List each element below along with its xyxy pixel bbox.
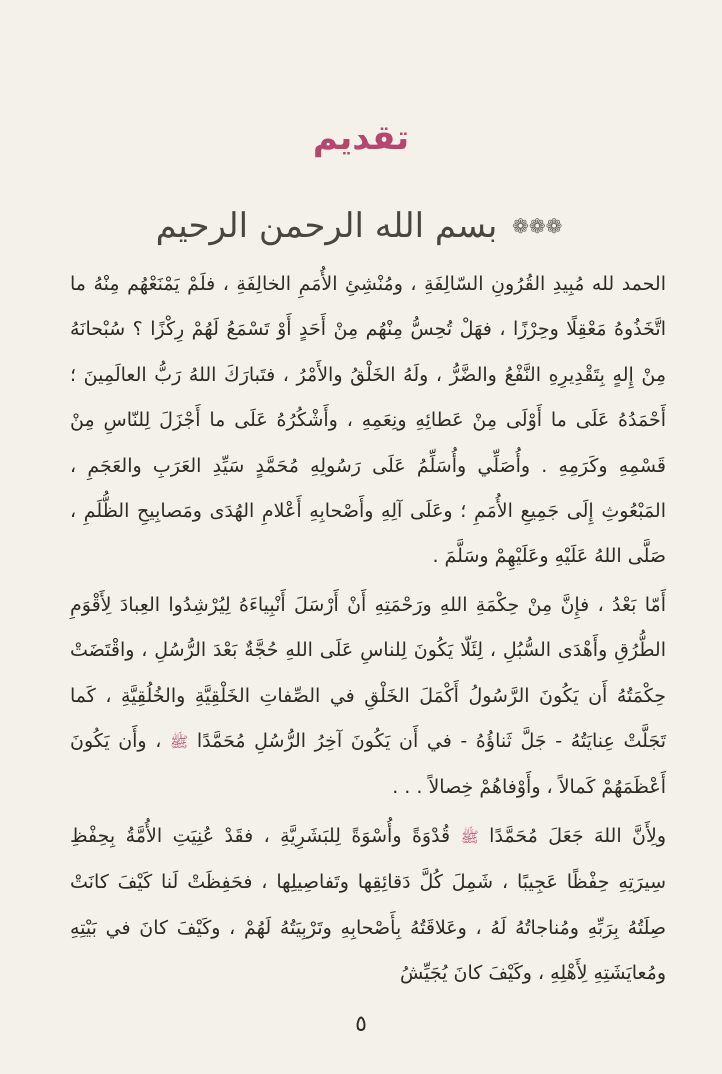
paragraph-2-text-after: ، وأَن يَكُونَ أَعْظَمَهُمْ كَمالاً ، وأَوْفاهُمْ خِصالاً . . . [70, 730, 666, 799]
paragraph-3-text-after: قُدْوَةً وأُسْوَةً لِلبَشَرِيَّةِ ، فقَدْ عُنِيَتِ الأُمَّةُ بِحِفْظِ سِيرَتِهِ حِفْظًا عَجِيبًا ، شَمِلَ كُلَّ دَقائِقِها وتَفاصِيلِها ، فحَفِظَتْ لَنا كَيْفَ كانَتْ صِلَتُهُ بِرَبِّهِ ومُناجاتُهُ لَهُ ، وعَلاقَتُهُ بِأَصْحابِهِ وتَرْبِيَتُهُ لَهُمْ ، وكَيْفَ كانَ في بَيْتِهِ ومُعايَشَتِهِ لِأَهْلِهِ ، وكَيْفَ كانَ يُجَيِّشُ [70, 824, 666, 985]
page-number: ٥ [355, 1012, 367, 1037]
paragraph-2-text-before: أَمّا بَعْدُ ، فإِنَّ مِنْ حِكْمَةِ اللهِ ورَحْمَتِهِ أَنْ أَرْسَلَ أَنْبِياءَهُ لِيُرْشِدُوا العِبادَ لِأَقْوَمِ الطُّرُقِ وأَهْدَى السُّبُلِ ، لِئَلّا يَكُونَ لِلناسِ عَلَى اللهِ حُجَّةٌ بَعْدَ الرُّسُلِ ، واقْتَضَتْ حِكْمَتُهُ أَن يَكُونَ الرَّسُولُ أَكْمَلَ الخَلْقِ في الصِّفاتِ الخَلْقِيَّةِ والخُلُقِيَّةِ ، كَما تَجَلَّتْ عِنايَتُهُ - جَلَّ ثَناؤُهُ - في أَن يَكُونَ آخِرُ الرُّسُلِ مُحَمَّدًا [70, 593, 667, 753]
introduction-text [70, 262, 666, 997]
paragraph-1 [70, 262, 666, 580]
floral-ornament-icon: ❁❁❁ [512, 214, 563, 238]
salla-ligature-icon: ﷺ [460, 827, 479, 846]
paragraph-3-text-before: ولِأَنَّ اللهَ جَعَلَ مُحَمَّدًا [489, 824, 667, 847]
paragraph-3 [70, 814, 666, 997]
page-heading: تقديم [312, 118, 410, 158]
basmala-calligraphy [0, 196, 722, 256]
paragraph-1-text: الحمد لله مُبِيدِ القُرُونِ السّالِفَةِ ، ومُنْشِئِ الأُمَمِ الخالِفَةِ ، فلَمْ يَمْنَعْهُم مِنْهُ ما اتَّخَذُوهُ مَعْقِلًا وحِرْزًا ، فهَلْ تُحِسُّ مِنْهُم مِنْ أَحَدٍ أَوْ تَسْمَعُ لَهُمْ رِكْزًا ؟ سُبْحانَهُ مِنْ إِلهٍ بِتَقْدِيرِهِ النَّفْعُ والضَّرُّ ، ولَهُ الخَلْقُ والأَمْرُ ، فتَبارَكَ اللهُ رَبُّ العالَمِينَ ؛ أَحْمَدُهُ عَلَى ما أَوْلَى مِنْ عَطائِهِ ونِعَمِهِ ، وأَشْكُرُهُ عَلَى ما أَجْزَلَ لِلنّاسِ مِنْ قَسْمِهِ وكَرَمِهِ . وأُصَلِّي وأُسَلِّمُ عَلَى رَسُولِهِ مُحَمَّدٍ سَيِّدِ العَرَبِ والعَجَمِ ، المَبْعُوثِ إِلَى جَمِيعِ الأُمَمِ ؛ وعَلَى آلِهِ وأَصْحابِهِ أَعْلامِ الهُدَى ومَصابِيحِ الظُّلَمِ ، صَلَّى اللهُ عَلَيْهِ وعَلَيْهِمْ وسَلَّمَ . [70, 273, 666, 568]
paragraph-2 [70, 583, 666, 811]
basmala-text: بسم الله الرحمن الرحيم [155, 206, 498, 246]
salla-ligature-icon: ﷺ [170, 733, 189, 752]
